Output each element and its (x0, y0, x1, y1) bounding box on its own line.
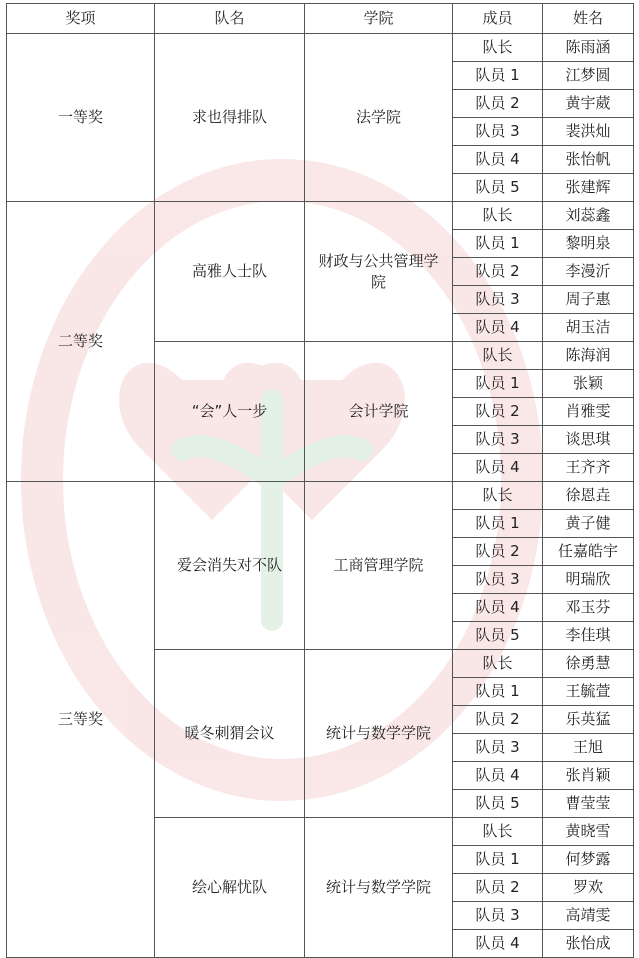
role-cell: 队员 2 (453, 706, 543, 734)
name-cell: 周子惠 (543, 286, 634, 314)
role-cell: 队员 1 (453, 510, 543, 538)
role-cell: 队员 4 (453, 146, 543, 174)
header-role: 成员 (453, 4, 543, 34)
header-college: 学院 (305, 4, 453, 34)
name-cell: 胡玉洁 (543, 314, 634, 342)
role-cell: 队员 3 (453, 286, 543, 314)
role-cell: 队员 3 (453, 902, 543, 930)
name-cell: 张肖颖 (543, 762, 634, 790)
award-cell: 二等奖 (7, 202, 155, 482)
table-row (7, 202, 634, 230)
role-cell: 队长 (453, 202, 543, 230)
role-cell: 队员 5 (453, 622, 543, 650)
role-cell: 队员 1 (453, 370, 543, 398)
award-cell: 一等奖 (7, 34, 155, 202)
role-cell: 队长 (453, 342, 543, 370)
name-cell: 曹莹莹 (543, 790, 634, 818)
header-award: 奖项 (7, 4, 155, 34)
team-cell: 高雅人士队 (155, 202, 305, 342)
name-cell: 陈雨涵 (543, 34, 634, 62)
role-cell: 队员 3 (453, 734, 543, 762)
name-cell: 明瑞欣 (543, 566, 634, 594)
name-cell: 王齐齐 (543, 454, 634, 482)
college-cell: 统计与数学学院 (305, 818, 453, 958)
role-cell: 队员 2 (453, 538, 543, 566)
name-cell: 任嘉皓宇 (543, 538, 634, 566)
name-cell: 陈海润 (543, 342, 634, 370)
role-cell: 队员 2 (453, 90, 543, 118)
role-cell: 队长 (453, 818, 543, 846)
role-cell: 队员 4 (453, 762, 543, 790)
table-row (7, 34, 634, 62)
name-cell: 李佳琪 (543, 622, 634, 650)
college-cell: 工商管理学院 (305, 482, 453, 650)
team-cell: 求也得排队 (155, 34, 305, 202)
role-cell: 队员 1 (453, 62, 543, 90)
role-cell: 队员 1 (453, 846, 543, 874)
award-cell: 三等奖 (7, 482, 155, 958)
role-cell: 队员 2 (453, 258, 543, 286)
team-cell: 暖冬刺猬会议 (155, 650, 305, 818)
role-cell: 队长 (453, 650, 543, 678)
name-cell: 谈思琪 (543, 426, 634, 454)
name-cell: 李漫沂 (543, 258, 634, 286)
team-cell: “会”人一步 (155, 342, 305, 482)
role-cell: 队员 2 (453, 874, 543, 902)
name-cell: 黎明泉 (543, 230, 634, 258)
name-cell: 张怡帆 (543, 146, 634, 174)
name-cell: 裴洪灿 (543, 118, 634, 146)
college-cell: 统计与数学学院 (305, 650, 453, 818)
name-cell: 张颖 (543, 370, 634, 398)
college-cell: 法学院 (305, 34, 453, 202)
college-cell: 财政与公共管理学院 (305, 202, 453, 342)
role-cell: 队员 4 (453, 594, 543, 622)
name-cell: 黄宇葳 (543, 90, 634, 118)
name-cell: 黄晓雪 (543, 818, 634, 846)
role-cell: 队员 5 (453, 174, 543, 202)
role-cell: 队员 3 (453, 118, 543, 146)
table-body (7, 34, 634, 958)
role-cell: 队员 4 (453, 930, 543, 958)
college-cell: 会计学院 (305, 342, 453, 482)
name-cell: 肖雅雯 (543, 398, 634, 426)
name-cell: 徐勇慧 (543, 650, 634, 678)
role-cell: 队员 3 (453, 426, 543, 454)
role-cell: 队员 5 (453, 790, 543, 818)
header-row (7, 4, 634, 34)
name-cell: 邓玉芬 (543, 594, 634, 622)
role-cell: 队员 2 (453, 398, 543, 426)
award-table (6, 3, 634, 958)
name-cell: 黄子健 (543, 510, 634, 538)
table-row (7, 482, 634, 510)
role-cell: 队员 1 (453, 678, 543, 706)
name-cell: 何梦露 (543, 846, 634, 874)
name-cell: 徐恩垚 (543, 482, 634, 510)
role-cell: 队员 1 (453, 230, 543, 258)
role-cell: 队员 4 (453, 454, 543, 482)
team-cell: 绘心解忧队 (155, 818, 305, 958)
header-name: 姓名 (543, 4, 634, 34)
name-cell: 张建辉 (543, 174, 634, 202)
name-cell: 江梦圆 (543, 62, 634, 90)
role-cell: 队长 (453, 482, 543, 510)
role-cell: 队长 (453, 34, 543, 62)
name-cell: 王毓萱 (543, 678, 634, 706)
role-cell: 队员 3 (453, 566, 543, 594)
name-cell: 王旭 (543, 734, 634, 762)
role-cell: 队员 4 (453, 314, 543, 342)
name-cell: 高靖雯 (543, 902, 634, 930)
name-cell: 乐英猛 (543, 706, 634, 734)
name-cell: 张怡成 (543, 930, 634, 958)
team-cell: 爱会消失对不队 (155, 482, 305, 650)
name-cell: 刘蕊鑫 (543, 202, 634, 230)
name-cell: 罗欢 (543, 874, 634, 902)
header-team: 队名 (155, 4, 305, 34)
